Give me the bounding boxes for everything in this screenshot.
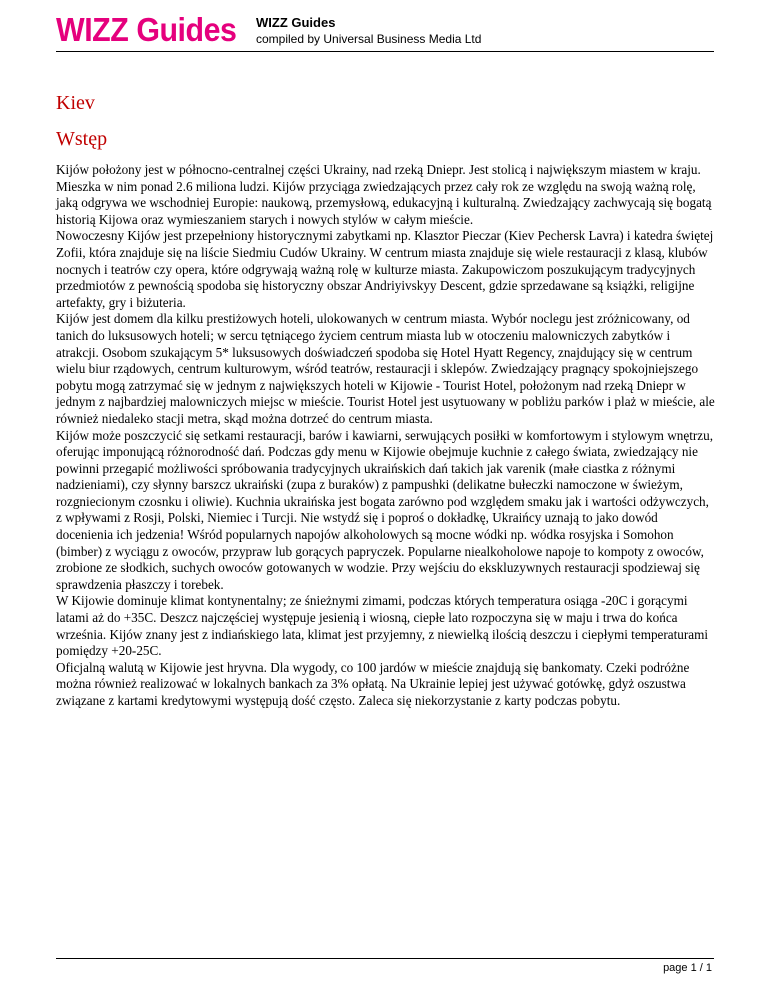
- header-divider: [56, 51, 714, 52]
- header-subtitle: compiled by Universal Business Media Ltd: [256, 32, 482, 46]
- paragraph: Kijów jest domem dla kilku prestiżowych hoteli, ulokowanych w centrum miasta. Wybór noclegu jest zróżnicowany, od tanich do luksusowych hoteli; w sercu tętniącego życiem centrum miasta lub w otoczeniu malowniczych zabytków i atrakcji. Osobom szukającym 5* luksusowych doświadczeń spodoba się Hotel Hyatt Regency, znajdujący się w centrum wielu biur rządowych, centrum kulturowym, wśród teatrów, restauracji i sklepów. Zwiedzający pragnący spokojniejszego pobytu mogą zatrzymać się w jednym z największych hoteli w Kijowie - Tourist Hotel, położonym nad rzeką Dniepr w jednym z najbardziej malowniczych miejsc w mieście. Tourist Hotel jest usytuowany w pobliżu parków i plaż w mieście, ale również niedaleko stacji metra, skąd można dotrzeć do centrum miasta.: [56, 311, 715, 426]
- wizz-guides-logo: WIZZ Guides: [56, 11, 237, 48]
- header-title: WIZZ Guides: [256, 15, 336, 30]
- paragraph: Kijów położony jest w północno-centralnej części Ukrainy, nad rzeką Dniepr. Jest stolicą i największym miastem w kraju. Mieszka w nim ponad 2.6 miliona ludzi. Kijów przyciąga zwiedzających przez cały rok ze względu na swoją ważną rolę, jaką odgrywa we wschodniej Europie: naukową, przemysłową, edukacyjną i kulturalną. Zwiedzający zachwycają się bogatą historią Kijowa oraz wymieszaniem starych i nowych stylów w całym mieście.: [56, 162, 712, 227]
- paragraph: Oficjalną walutą w Kijowie jest hryvna. Dla wygody, co 100 jardów w mieście znajdują się bankomaty. Czeki podróżne można również realizować w lokalnych bankach za 3% opłatą. Na Ukrainie lepiej jest używać gotówkę, gdyż oszustwa związane z kartami kredytowymi występują dość często. Zaleca się niekorzystanie z karty podczas pobytu.: [56, 659, 690, 708]
- page-number: page 1 / 1: [663, 962, 712, 974]
- document-title: Kiev: [56, 92, 95, 114]
- section-heading: Wstęp: [56, 128, 108, 150]
- footer-divider: [56, 958, 714, 959]
- paragraph: W Kijowie dominuje klimat kontynentalny; ze śnieżnymi zimami, podczas których temperatura osiąga -20C i gorącymi latami aż do +35C. Deszcz najczęściej występuje jesienią i wiosną, ciepłe lato rozpoczyna się w maju i trwa do końca września. Kijów znany jest z indiańskiego lata, klimat jest przyjemny, z niewielką ilością deszczu i ciepłymi temperaturami pomiędzy +20-25C.: [56, 593, 709, 659]
- header-text-block: [256, 15, 481, 47]
- paragraph: Kijów może poszczycić się setkami restauracji, barów i kawiarni, serwujących posiłki w komfortowym i stylowym wnętrzu, oferując imponującą różnorodność dań. Podczas gdy menu w Kijowie obejmuje kuchnie z całego świata, zwiedzający nie powinni przegapić możliwości spróbowania tradycyjnych ukraińskich dań takich jak varenik (małe ciastka z różnymi nadzieniami), czy słynny barszcz ukraiński (zupa z buraków) z pampushki (delikatne bułeczki namoczone w świeżym, rozgniecionym czosnku i oliwie). Kuchnia ukraińska jest bogata zarówno pod względem smaku jak i wartości odżywczych, z wpływami z Rosji, Polski, Niemiec i Turcji. Nie wstydź się i poproś o dokładkę, Ukraińcy uznają to jako dowód docenienia ich jedzenia! Wśród popularnych napojów alkoholowych są mocne wódki np. wódka rosyjska i Somohon (bimber) z wyciągu z owoców, przypraw lub gorących papryczek. Popularne niealkoholowe napoje to kompoty z owoców, zrobione ze słodkich, suchych owoców gotowanych w wodzie. Przy wejściu do ekskluzywnych restauracji spodziewaj się sprawdzenia płaszczy i torebek.: [56, 427, 713, 592]
- document-content: [56, 90, 716, 710]
- paragraph: Nowoczesny Kijów jest przepełniony historycznymi zabytkami np. Klasztor Pieczar (Kiev Pechersk Lavra) i katedra świętej Zofii, która znajduje się na liście Siedmiu Cudów Ukrainy. W centrum miasta znajduje się wiele restauracji z klasą, klubów nocnych i teatrów czy opera, które odgrywają ważną rolę w kulturze miasta. Zakupowiczom poszukującym tradycyjnych przedmiotów z pewnością spodoba się historyczny obszar Andriyivskyy Descent, gdzie sprzedawane są książki, religijne artefakty, gry i biżuteria.: [56, 228, 714, 310]
- body-text: [56, 162, 716, 710]
- page-header: [56, 10, 714, 50]
